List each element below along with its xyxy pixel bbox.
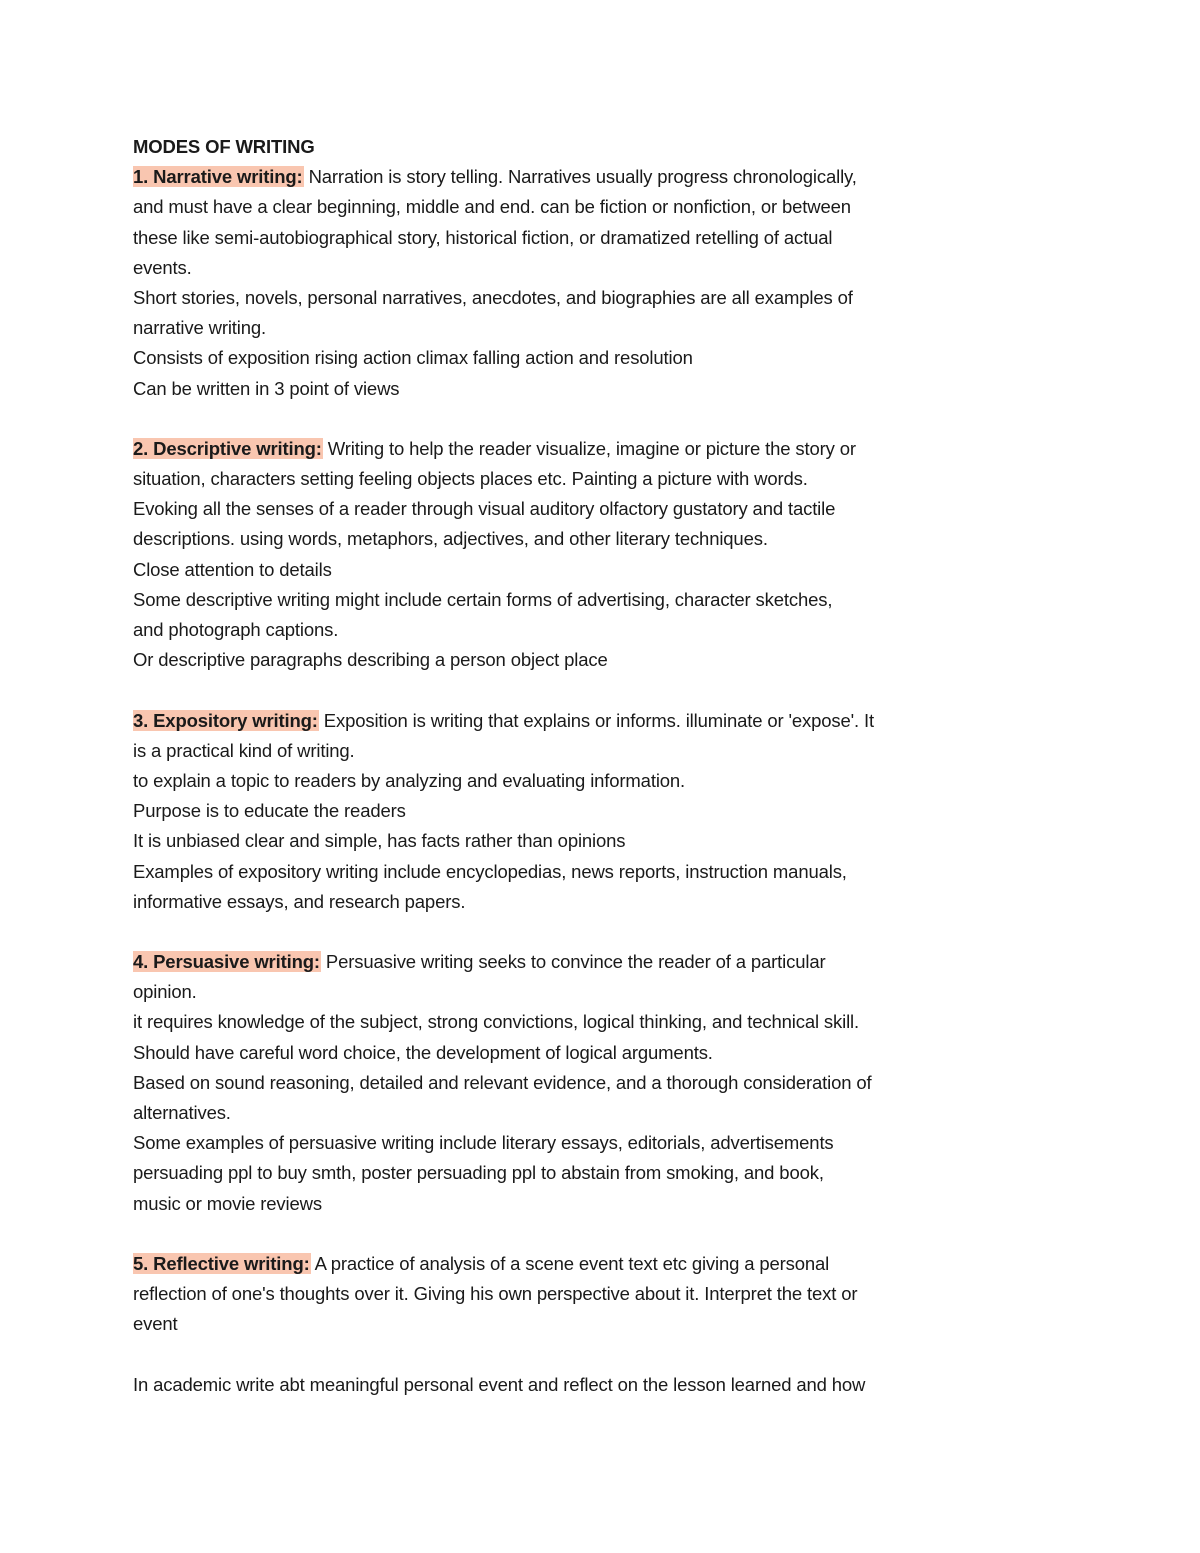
section-persuasive [133, 947, 973, 1219]
body-line: to explain a topic to readers by analyzing and evaluating information. [133, 769, 686, 791]
section-text: A practice of analysis of a scene event text etc giving a personal [310, 1252, 830, 1274]
body-line: informative essays, and research papers. [133, 890, 466, 912]
body-line: descriptions. using words, metaphors, adjectives, and other literary techniques. [133, 528, 768, 550]
body-line: Some descriptive writing might include certain forms of advertising, character sketches, [133, 588, 833, 610]
body-line: reflection of one's thoughts over it. Giving his own perspective about it. Interpret the text or [133, 1283, 858, 1305]
section-text: Writing to help the reader visualize, imagine or picture the story or [322, 437, 856, 459]
body-line: Consists of exposition rising action climax falling action and resolution [133, 347, 693, 369]
paragraph-gap [133, 404, 973, 434]
paragraph-gap [133, 917, 973, 947]
body-line: Or descriptive paragraphs describing a person object place [133, 649, 608, 671]
body-line: and must have a clear beginning, middle and end. can be fiction or nonfiction, or between [133, 196, 851, 218]
paragraph-gap [133, 1219, 973, 1249]
section-first-line [133, 1249, 973, 1279]
section-reflective [133, 1249, 973, 1340]
body-line: Some examples of persuasive writing include literary essays, editorials, advertisements [133, 1132, 834, 1154]
body-line: Close attention to details [133, 558, 332, 580]
section-first-line [133, 706, 973, 736]
body-line: Purpose is to educate the readers [133, 800, 406, 822]
body-line: It is unbiased clear and simple, has facts rather than opinions [133, 830, 626, 852]
section-heading: 3. Expository writing: [133, 709, 318, 731]
body-line: Short stories, novels, personal narratives, anecdotes, and biographies are all examples of [133, 286, 853, 308]
final-line: In academic write abt meaningful personal event and reflect on the lesson learned and how [133, 1373, 866, 1395]
body-line: alternatives. [133, 1102, 231, 1123]
section-first-line [133, 162, 973, 192]
body-line: events. [133, 256, 192, 278]
section-heading: 5. Reflective writing: [133, 1252, 310, 1274]
section-descriptive [133, 434, 973, 676]
section-expository [133, 706, 973, 917]
body-line: Examples of expository writing include encyclopedias, news reports, instruction manuals, [133, 860, 847, 882]
paragraph-gap [133, 675, 973, 705]
body-line: persuading ppl to buy smth, poster persuading ppl to abstain from smoking, and book, [133, 1162, 824, 1184]
body-line: opinion. [133, 981, 197, 1003]
section-heading: 4. Persuasive writing: [133, 951, 320, 973]
body-line: Evoking all the senses of a reader through visual auditory olfactory gustatory and tactile [133, 498, 836, 520]
section-first-line [133, 434, 973, 464]
section-text: Narration is story telling. Narratives usually progress chronologically, [303, 166, 857, 188]
body-line: Based on sound reasoning, detailed and relevant evidence, and a thorough consideration of [133, 1071, 872, 1093]
body-line: Should have careful word choice, the development of logical arguments. [133, 1041, 713, 1063]
body-line: music or movie reviews [133, 1192, 322, 1214]
body-line: it requires knowledge of the subject, strong convictions, logical thinking, and technical skill. [133, 1011, 859, 1033]
body-line: and photograph captions. [133, 619, 339, 640]
body-line: situation, characters setting feeling objects places etc. Painting a picture with words. [133, 468, 808, 490]
section-narrative [133, 162, 973, 404]
document-page [133, 132, 973, 1400]
section-heading: 1. Narrative writing: [133, 166, 303, 188]
section-text: Persuasive writing seeks to convince the reader of a particular [320, 951, 826, 973]
body-line: is a practical kind of writing. [133, 739, 355, 761]
section-heading: 2. Descriptive writing: [133, 437, 322, 459]
body-line: narrative writing. [133, 317, 267, 339]
paragraph-gap [133, 1340, 973, 1370]
body-line: event [133, 1313, 178, 1335]
section-text: Exposition is writing that explains or informs. illuminate or 'expose'. It [318, 709, 874, 731]
section-first-line [133, 947, 973, 977]
body-line: these like semi-autobiographical story, historical fiction, or dramatized retelling of actual [133, 226, 833, 248]
document-title: MODES OF WRITING [133, 136, 315, 157]
body-line: Can be written in 3 point of views [133, 377, 400, 399]
